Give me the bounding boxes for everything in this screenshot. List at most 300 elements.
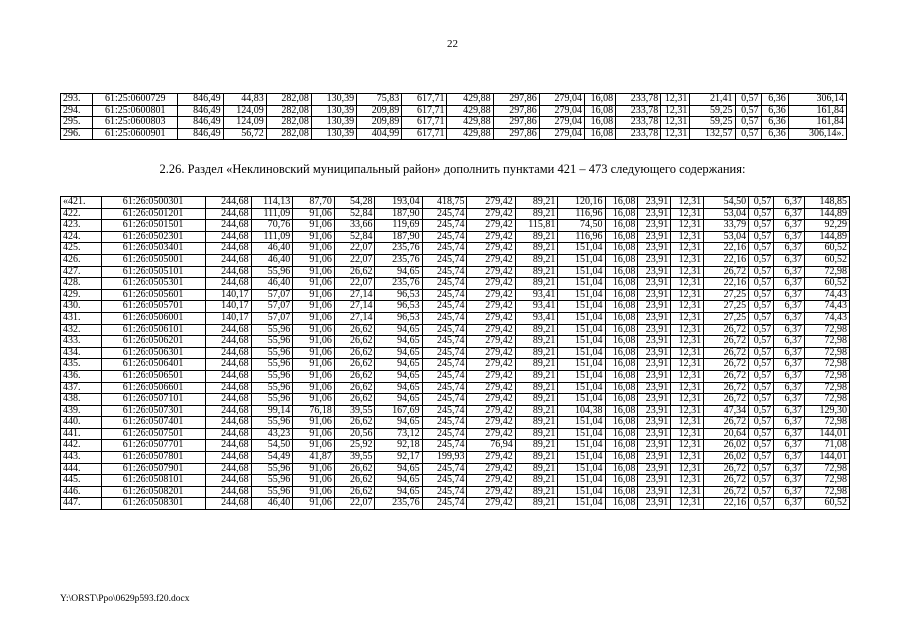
value-cell: 46,40 [251,243,293,255]
value-cell: 94,65 [375,370,422,382]
value-cell: 6,36 [761,105,788,117]
value-cell: 116,96 [558,231,605,243]
value-cell: 0,57 [749,486,774,498]
value-cell: 12,31 [661,128,690,140]
table-row [61,452,850,464]
value-cell: 71,08 [804,440,849,452]
cadastral-number-cell: 61:26:0507901 [101,463,205,475]
value-cell: 193,04 [375,197,422,209]
value-cell: 91,06 [293,417,335,429]
value-cell: 23,91 [638,359,671,371]
value-cell: 151,04 [558,452,605,464]
value-cell: 23,91 [638,347,671,359]
cadastral-number-cell: 61:26:0506601 [101,382,205,394]
value-cell: 89,21 [515,197,558,209]
value-cell: 27,25 [704,289,749,301]
cadastral-number-cell: 61:26:0505001 [101,254,205,266]
value-cell: 16,08 [605,220,638,232]
value-cell: 6,37 [774,289,805,301]
value-cell: 16,08 [605,197,638,209]
value-cell: 6,37 [774,312,805,324]
value-cell: 16,08 [584,117,615,129]
value-cell: 0,57 [749,359,774,371]
value-cell: 27,25 [704,312,749,324]
value-cell: 26,62 [334,463,375,475]
value-cell: 12,31 [661,94,690,106]
value-cell: 16,08 [605,463,638,475]
value-cell: 279,42 [467,347,515,359]
value-cell: 23,91 [638,463,671,475]
value-cell: 151,04 [558,428,605,440]
value-cell: 91,06 [293,312,335,324]
value-cell: 245,74 [422,370,467,382]
cadastral-number-cell: 61:26:0505601 [101,289,205,301]
value-cell: 91,06 [293,498,335,510]
value-cell: 23,91 [638,324,671,336]
value-cell: 151,04 [558,359,605,371]
value-cell: 279,42 [467,498,515,510]
value-cell: 89,21 [515,336,558,348]
value-cell: 89,21 [515,463,558,475]
value-cell: 23,91 [638,278,671,290]
table-row [61,312,850,324]
table-row [61,405,850,417]
value-cell: 91,06 [293,347,335,359]
value-cell: 233,78 [616,117,661,129]
value-cell: 245,74 [422,324,467,336]
value-cell: 52,84 [334,208,375,220]
value-cell: 12,31 [661,117,690,129]
value-cell: 279,42 [467,312,515,324]
value-cell: 70,76 [251,220,293,232]
value-cell: 12,31 [671,312,704,324]
value-cell: 60,52 [804,254,849,266]
value-cell: 233,78 [616,105,661,117]
value-cell: 27,14 [334,301,375,313]
cadastral-number-cell: 61:25:0600801 [93,105,178,117]
value-cell: 89,21 [515,440,558,452]
table-row [61,117,847,129]
value-cell: 279,42 [467,197,515,209]
value-cell: 279,42 [467,278,515,290]
row-number-cell: 445. [61,475,102,487]
value-cell: 0,57 [749,452,774,464]
value-cell: 23,91 [638,382,671,394]
row-number-cell: 447. [61,498,102,510]
value-cell: 16,08 [605,243,638,255]
value-cell: 16,08 [584,105,615,117]
value-cell: 55,96 [251,486,293,498]
value-cell: 91,06 [293,336,335,348]
value-cell: 151,04 [558,463,605,475]
cadastral-number-cell: 61:26:0505701 [101,301,205,313]
value-cell: 26,72 [704,486,749,498]
value-cell: 244,68 [205,359,251,371]
cadastral-number-cell: 61:26:0501501 [101,220,205,232]
value-cell: 245,74 [422,347,467,359]
value-cell: 72,98 [804,463,849,475]
value-cell: 72,98 [804,359,849,371]
value-cell: 6,37 [774,336,805,348]
value-cell: 0,57 [749,405,774,417]
value-cell: 60,52 [804,278,849,290]
cadastral-number-cell: 61:26:0501201 [101,208,205,220]
row-number-cell: 442. [61,440,102,452]
value-cell: 245,74 [422,486,467,498]
value-cell: 12,31 [671,486,704,498]
value-cell: 22,07 [334,498,375,510]
value-cell: 27,25 [704,301,749,313]
value-cell: 279,42 [467,324,515,336]
value-cell: 429,88 [447,94,493,106]
value-cell: 167,69 [375,405,422,417]
value-cell: 0,57 [749,220,774,232]
value-cell: 279,42 [467,405,515,417]
value-cell: 55,96 [251,336,293,348]
value-cell: 72,98 [804,336,849,348]
value-cell: 151,04 [558,324,605,336]
value-cell: 244,68 [205,394,251,406]
row-number-cell: 430. [61,301,102,313]
value-cell: 89,21 [515,475,558,487]
value-cell: 245,74 [422,231,467,243]
value-cell: 12,31 [671,417,704,429]
value-cell: 245,74 [422,266,467,278]
value-cell: 23,91 [638,475,671,487]
value-cell: 23,91 [638,370,671,382]
value-cell: 617,71 [402,128,447,140]
cadastral-number-cell: 61:26:0507801 [101,452,205,464]
value-cell: 0,57 [749,301,774,313]
cadastral-number-cell: 61:26:0507301 [101,405,205,417]
value-cell: 16,08 [605,347,638,359]
value-cell: 94,65 [375,475,422,487]
value-cell: 151,04 [558,243,605,255]
value-cell: 245,74 [422,498,467,510]
value-cell: 75,83 [357,94,402,106]
value-cell: 6,37 [774,266,805,278]
table-row [61,105,847,117]
value-cell: 6,37 [774,382,805,394]
cadastral-number-cell: 61:26:0508201 [101,486,205,498]
value-cell: 12,31 [671,220,704,232]
value-cell: 199,93 [422,452,467,464]
cadastral-number-cell: 61:26:0506401 [101,359,205,371]
value-cell: 209,89 [357,117,402,129]
value-cell: 55,96 [251,359,293,371]
value-cell: 279,42 [467,266,515,278]
value-cell: 279,42 [467,208,515,220]
cadastral-number-cell: 61:25:0600901 [93,128,178,140]
value-cell: 23,91 [638,197,671,209]
value-cell: 0,57 [735,117,761,129]
value-cell: 245,74 [422,382,467,394]
value-cell: 27,14 [334,312,375,324]
value-cell: 91,06 [293,208,335,220]
value-cell: 89,21 [515,394,558,406]
cadastral-number-cell: 61:26:0502301 [101,231,205,243]
value-cell: 245,74 [422,254,467,266]
value-cell: 33,79 [704,220,749,232]
value-cell: 279,42 [467,243,515,255]
value-cell: 6,36 [761,117,788,129]
value-cell: 0,57 [749,336,774,348]
value-cell: 245,74 [422,278,467,290]
value-cell: 16,08 [605,440,638,452]
value-cell: 26,72 [704,359,749,371]
value-cell: 245,74 [422,243,467,255]
value-cell: 279,42 [467,428,515,440]
value-cell: 74,43 [804,289,849,301]
value-cell: 16,08 [605,452,638,464]
value-cell: 279,04 [539,94,584,106]
value-cell: 23,91 [638,208,671,220]
value-cell: 55,96 [251,382,293,394]
value-cell: 16,08 [605,370,638,382]
value-cell: 151,04 [558,347,605,359]
value-cell: 6,37 [774,498,805,510]
value-cell: 12,31 [671,324,704,336]
value-cell: 6,37 [774,463,805,475]
value-cell: 57,07 [251,312,293,324]
value-cell: 404,99 [357,128,402,140]
value-cell: 148,85 [804,197,849,209]
value-cell: 72,98 [804,324,849,336]
value-cell: 279,42 [467,336,515,348]
value-cell: 93,41 [515,289,558,301]
table-row [61,394,850,406]
value-cell: 23,91 [638,301,671,313]
value-cell: 244,68 [205,405,251,417]
value-cell: 72,98 [804,370,849,382]
value-cell: 89,21 [515,452,558,464]
value-cell: 235,76 [375,243,422,255]
value-cell: 617,71 [402,94,447,106]
value-cell: 245,74 [422,208,467,220]
value-cell: 209,89 [357,105,402,117]
value-cell: 120,16 [558,197,605,209]
value-cell: 96,53 [375,312,422,324]
value-cell: 91,06 [293,440,335,452]
value-cell: 130,39 [311,117,356,129]
value-cell: 23,91 [638,312,671,324]
value-cell: 279,42 [467,220,515,232]
row-number-cell: 439. [61,405,102,417]
value-cell: 16,08 [584,94,615,106]
value-cell: 244,68 [205,278,251,290]
value-cell: 130,39 [311,105,356,117]
value-cell: 235,76 [375,498,422,510]
value-cell: 94,65 [375,347,422,359]
value-cell: 55,96 [251,370,293,382]
cadastral-number-cell: 61:26:0506301 [101,347,205,359]
value-cell: 26,62 [334,370,375,382]
cadastral-number-cell: 61:26:0505101 [101,266,205,278]
value-cell: 54,50 [251,440,293,452]
value-cell: 23,91 [638,417,671,429]
value-cell: 91,06 [293,289,335,301]
row-number-cell: 444. [61,463,102,475]
value-cell: 244,68 [205,452,251,464]
row-number-cell: 295. [61,117,93,129]
value-cell: 6,37 [774,231,805,243]
table-row [61,94,847,106]
value-cell: 244,68 [205,417,251,429]
value-cell: 59,25 [690,105,735,117]
value-cell: 279,04 [539,105,584,117]
value-cell: 151,04 [558,254,605,266]
value-cell: 89,21 [515,486,558,498]
value-cell: 76,18 [293,405,335,417]
value-cell: 12,31 [671,208,704,220]
row-number-cell: 426. [61,254,102,266]
value-cell: 16,08 [605,324,638,336]
value-cell: 144,89 [804,208,849,220]
value-cell: 245,74 [422,336,467,348]
value-cell: 26,72 [704,336,749,348]
value-cell: 96,53 [375,289,422,301]
value-cell: 846,49 [178,105,223,117]
value-cell: 72,98 [804,486,849,498]
value-cell: 16,08 [605,382,638,394]
row-number-cell: 422. [61,208,102,220]
value-cell: 429,88 [447,105,493,117]
value-cell: 233,78 [616,128,661,140]
value-cell: 429,88 [447,117,493,129]
value-cell: 130,39 [311,94,356,106]
value-cell: 140,17 [205,289,251,301]
value-cell: 94,65 [375,417,422,429]
value-cell: 846,49 [178,94,223,106]
value-cell: 245,74 [422,428,467,440]
table-row [61,359,850,371]
value-cell: 244,68 [205,266,251,278]
value-cell: 16,08 [584,128,615,140]
table-row [61,278,850,290]
value-cell: 12,31 [671,336,704,348]
value-cell: 23,91 [638,231,671,243]
cadastral-number-cell: 61:26:0507501 [101,428,205,440]
value-cell: 52,84 [334,231,375,243]
value-cell: 23,91 [638,440,671,452]
value-cell: 89,21 [515,417,558,429]
value-cell: 73,12 [375,428,422,440]
value-cell: 114,13 [251,197,293,209]
value-cell: 161,84 [788,105,846,117]
value-cell: 0,57 [749,463,774,475]
value-cell: 89,21 [515,324,558,336]
value-cell: 244,68 [205,208,251,220]
value-cell: 12,31 [671,231,704,243]
value-cell: 282,08 [266,94,311,106]
value-cell: 26,62 [334,394,375,406]
value-cell: 244,68 [205,324,251,336]
value-cell: 297,86 [493,117,539,129]
value-cell: 306,14». [788,128,846,140]
value-cell: 245,74 [422,463,467,475]
value-cell: 55,96 [251,475,293,487]
value-cell: 16,08 [605,208,638,220]
table-row [61,301,850,313]
value-cell: 26,02 [704,440,749,452]
value-cell: 12,31 [671,452,704,464]
value-cell: 12,31 [671,475,704,487]
value-cell: 22,16 [704,254,749,266]
value-cell: 6,37 [774,254,805,266]
value-cell: 53,04 [704,231,749,243]
value-cell: 16,08 [605,289,638,301]
value-cell: 22,16 [704,243,749,255]
value-cell: 12,31 [671,428,704,440]
value-cell: 12,31 [671,370,704,382]
value-cell: 12,31 [671,266,704,278]
value-cell: 94,65 [375,266,422,278]
table-row [61,486,850,498]
table-row [61,347,850,359]
value-cell: 279,04 [539,117,584,129]
value-cell: 0,57 [735,94,761,106]
value-cell: 16,08 [605,312,638,324]
value-cell: 0,57 [749,278,774,290]
value-cell: 23,91 [638,289,671,301]
value-cell: 12,31 [671,405,704,417]
value-cell: 26,72 [704,475,749,487]
value-cell: 187,90 [375,208,422,220]
value-cell: 16,08 [605,266,638,278]
value-cell: 279,42 [467,452,515,464]
value-cell: 89,21 [515,243,558,255]
value-cell: 46,40 [251,278,293,290]
row-number-cell: 432. [61,324,102,336]
value-cell: 245,74 [422,394,467,406]
table-neklinovsky-district [60,196,850,510]
value-cell: 297,86 [493,105,539,117]
value-cell: 279,42 [467,475,515,487]
value-cell: 0,57 [749,498,774,510]
value-cell: 22,07 [334,243,375,255]
value-cell: 12,31 [671,440,704,452]
row-number-cell: 435. [61,359,102,371]
value-cell: 23,91 [638,243,671,255]
value-cell: 151,04 [558,289,605,301]
value-cell: 72,98 [804,347,849,359]
value-cell: 12,31 [671,463,704,475]
value-cell: 59,25 [690,117,735,129]
value-cell: 279,42 [467,382,515,394]
value-cell: 16,08 [605,417,638,429]
value-cell: 306,14 [788,94,846,106]
value-cell: 0,57 [735,128,761,140]
value-cell: 89,21 [515,231,558,243]
row-number-cell: 427. [61,266,102,278]
row-number-cell: 434. [61,347,102,359]
value-cell: 12,31 [671,359,704,371]
value-cell: 89,21 [515,405,558,417]
value-cell: 25,92 [334,440,375,452]
value-cell: 91,06 [293,394,335,406]
cadastral-number-cell: 61:26:0507101 [101,394,205,406]
value-cell: 89,21 [515,359,558,371]
table-row [61,370,850,382]
value-cell: 23,91 [638,336,671,348]
value-cell: 26,72 [704,347,749,359]
value-cell: 16,08 [605,486,638,498]
value-cell: 89,21 [515,278,558,290]
value-cell: 0,57 [749,312,774,324]
value-cell: 92,29 [804,220,849,232]
value-cell: 245,74 [422,220,467,232]
value-cell: 279,42 [467,394,515,406]
